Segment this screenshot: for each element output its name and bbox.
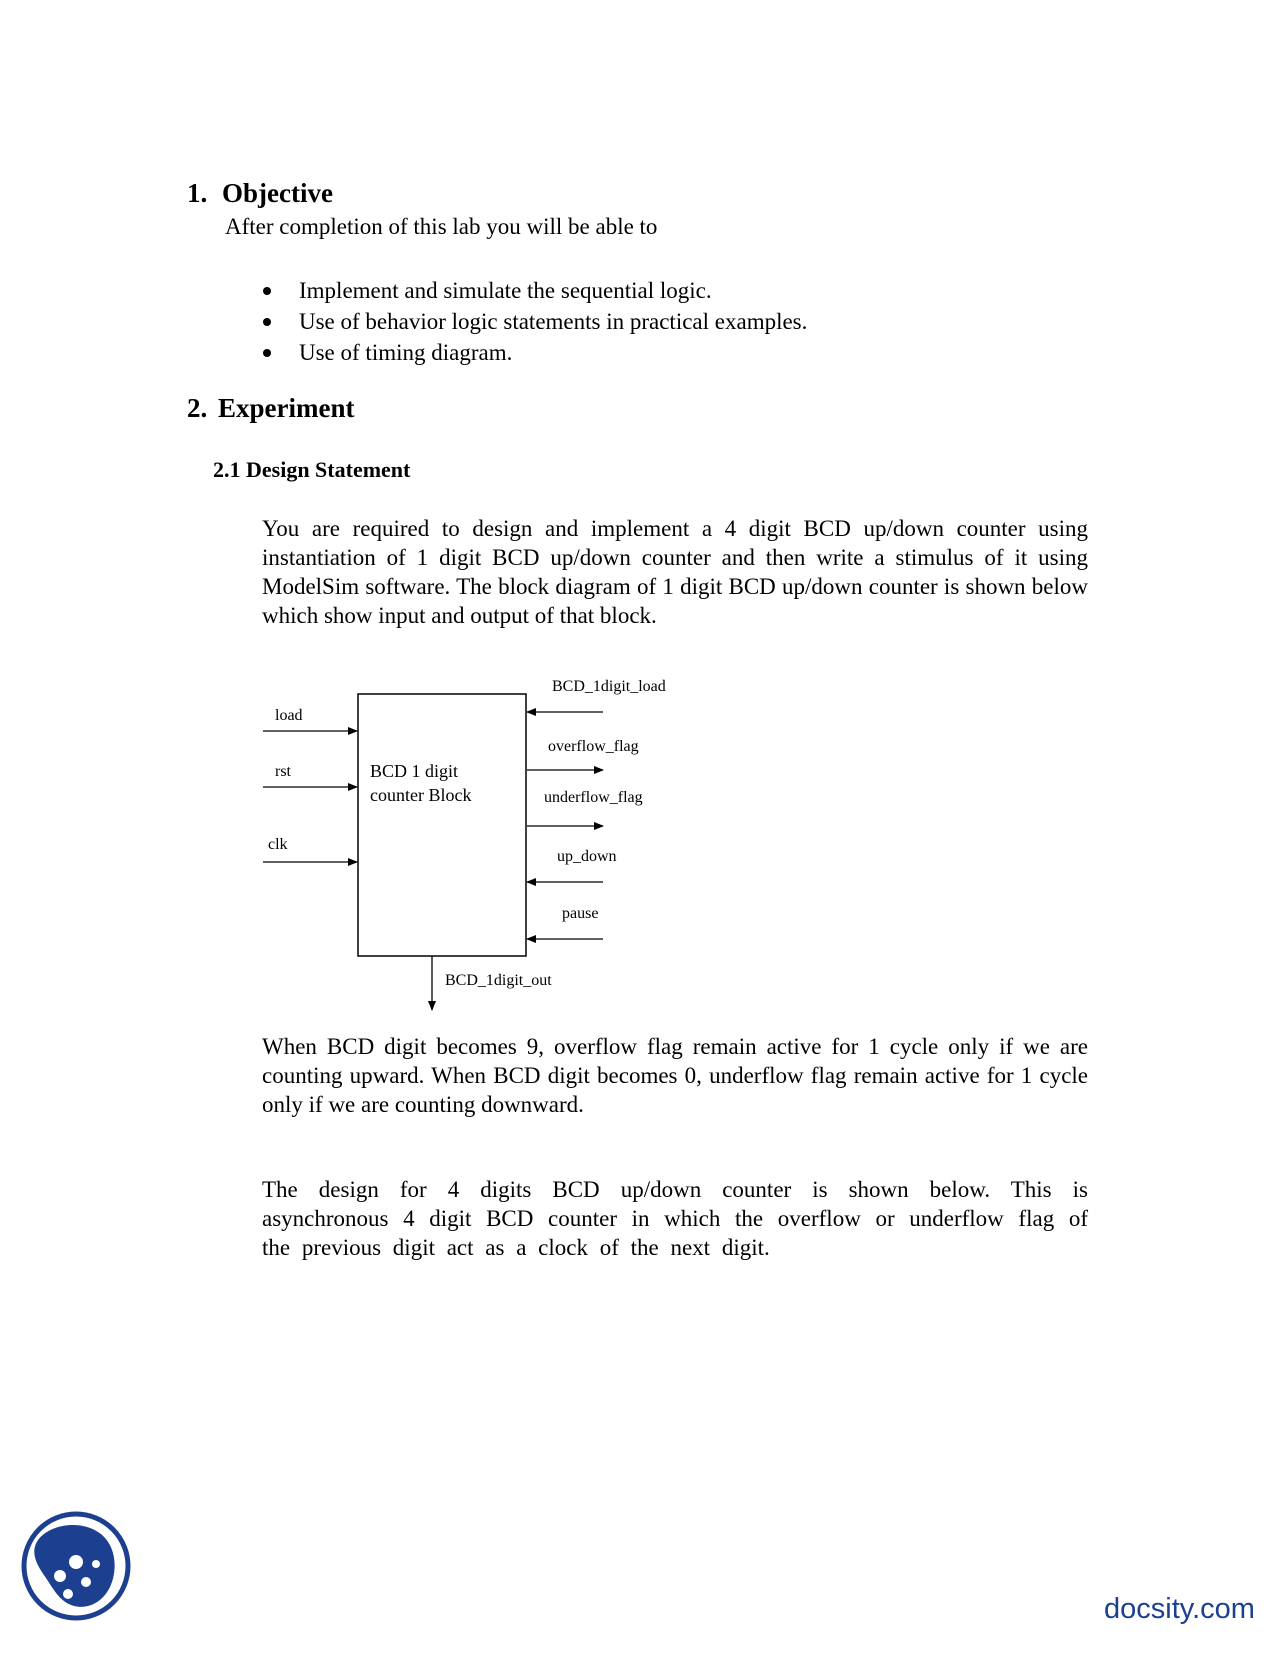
subsection-title: Design Statement — [246, 457, 411, 482]
clk-label: clk — [268, 836, 288, 853]
underflow-label: underflow_flag — [544, 789, 643, 806]
subsection-number: 2.1 — [213, 457, 241, 482]
bullet-icon — [263, 287, 271, 295]
block-label-line1: BCD 1 digit — [370, 761, 459, 781]
subsection-heading — [213, 457, 410, 483]
docsity-brand[interactable]: docsity.com — [1104, 1593, 1255, 1625]
bullet-icon — [263, 318, 271, 326]
up-down-label: up_down — [557, 848, 617, 865]
design-paragraph-1: You are required to design and implement a 4 digit BCD up/down counter using instantiation of 1 digit BCD up/down counter and then write a stimulus of it using ModelSim software. The block diagram of 1 digit BCD up/down counter is shown below which show input and output of that block. — [262, 516, 1088, 628]
section-1-number: 1. — [187, 178, 208, 208]
counter-block — [358, 694, 526, 956]
bullet-icon — [263, 349, 271, 357]
rst-label: rst — [275, 763, 291, 780]
load-label: load — [275, 707, 303, 724]
bcd-load-label: BCD_1digit_load — [552, 678, 666, 695]
pause-label: pause — [562, 905, 599, 922]
objective-intro: After completion of this lab you will be able to — [225, 214, 658, 239]
overflow-label: overflow_flag — [548, 738, 639, 755]
section-2-title: Experiment — [218, 393, 355, 423]
section-2-heading — [187, 393, 354, 424]
bcd-out-label: BCD_1digit_out — [445, 972, 552, 989]
block-diagram — [255, 668, 695, 1018]
block-label-line2: counter Block — [370, 785, 472, 805]
docsity-logo-icon — [20, 1510, 132, 1622]
list-item: Implement and simulate the sequential logic. — [299, 275, 807, 306]
design-paragraph-2: When BCD digit becomes 9, overflow flag remain active for 1 cycle only if we are counting upward. When BCD digit becomes 0, underflow flag remain active for 1 cycle only if we are counting downward. — [262, 1034, 1088, 1117]
objective-list — [299, 275, 807, 368]
list-item: Use of behavior logic statements in practical examples. — [299, 306, 807, 337]
section-1-title: Objective — [222, 178, 333, 208]
section-2-number: 2. — [187, 393, 208, 423]
list-item: Use of timing diagram. — [299, 337, 807, 368]
section-1-heading — [187, 178, 333, 209]
design-paragraph-3: The design for 4 digits BCD up/down counter is shown below. This is asynchronous 4 digit BCD counter in which the overflow or underflow flag of the previous digit act as a clock of the next digit. — [262, 1177, 1088, 1260]
